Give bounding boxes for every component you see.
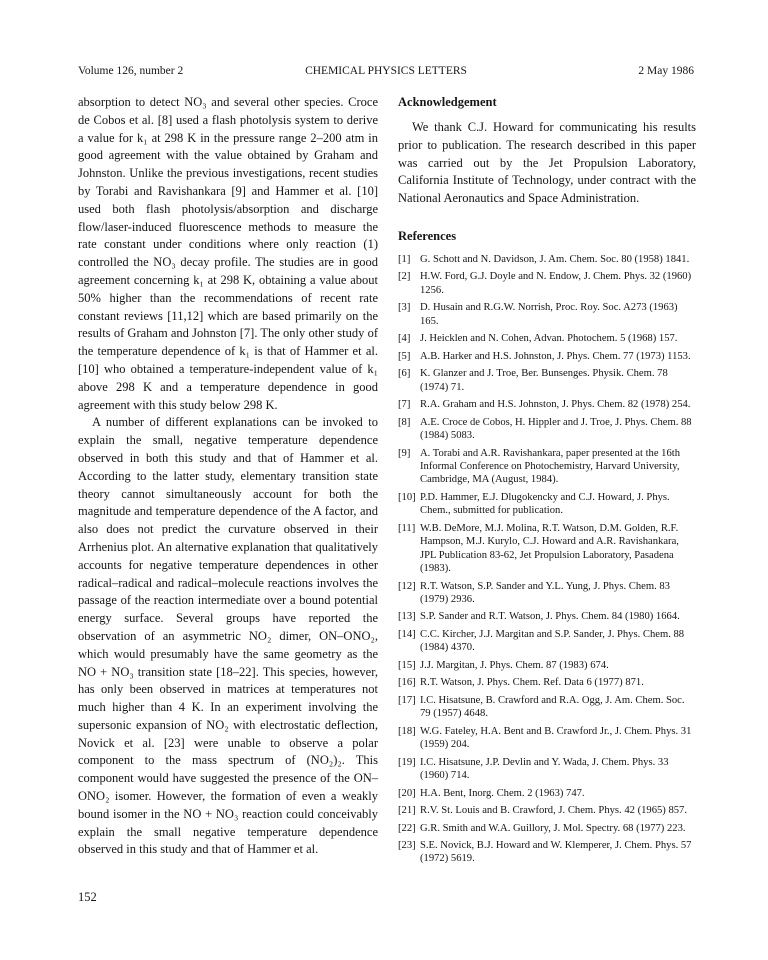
- reference-number: [12]: [398, 580, 416, 592]
- reference-item: [398, 628, 696, 655]
- reference-number: [14]: [398, 628, 416, 640]
- reference-item: [398, 822, 696, 835]
- reference-number: [17]: [398, 694, 416, 706]
- reference-text: H.A. Bent, Inorg. Chem. 2 (1963) 747.: [420, 787, 585, 799]
- reference-number: [1]: [398, 253, 411, 265]
- reference-item: [398, 676, 696, 689]
- reference-item: [398, 270, 696, 297]
- reference-number: [21]: [398, 805, 416, 817]
- reference-item: [398, 522, 696, 576]
- reference-item: [398, 756, 696, 783]
- reference-text: A.E. Croce de Cobos, H. Hippler and J. Troe, J. Phys. Chem. 88 (1984) 5083.: [420, 416, 692, 442]
- reference-item: [398, 447, 696, 487]
- reference-item: [398, 350, 696, 363]
- reference-text: I.C. Hisatsune, J.P. Devlin and Y. Wada, J. Chem. Phys. 33 (1960) 714.: [420, 756, 669, 782]
- reference-text: R.A. Graham and H.S. Johnston, J. Phys. Chem. 82 (1978) 254.: [420, 399, 691, 411]
- reference-number: [11]: [398, 522, 416, 534]
- reference-text: H.W. Ford, G.J. Doyle and N. Endow, J. Chem. Phys. 32 (1960) 1256.: [420, 271, 692, 296]
- reference-number: [4]: [398, 333, 411, 345]
- references-heading: References: [398, 228, 457, 243]
- reference-text: P.D. Hammer, E.J. Dlugokencky and C.J. Howard, J. Phys. Chem., submitted for publication.: [420, 491, 670, 517]
- reference-text: G.R. Smith and W.A. Guillory, J. Mol. Spectry. 68 (1977) 223.: [420, 822, 686, 834]
- reference-item: [398, 398, 696, 411]
- body-paragraph: absorption to detect NO₃ and several other species. Croce de Cobos et al. [8] used a flash photolysis system to derive a value for k₁ at 298 K in the pressure range 2–200 atm in good agreement with the value obtained by Graham and Johnston. Unlike the previous investigations, recent studies by Torabi and Ravishankara [9] and Hammer et al. [10] used both flash photolysis/absorption and discharge flow/laser-induced fluorescence methods to measure the rate constant under conditions where only reaction (1) controlled the NO₃ decay profile. The studies are in good agreement concerning k₁ at 298 K, obtaining a value about 50% higher than the recommendations of recent rate constant reviews [11,12] which are based primarily on the results of Graham and Johnston [7]. The only other study of the temperature dependence of k₁ is that of Hammer et al. [10] who obtained a temperature-independent value of k₁ above 298 K and a temperature dependence in good agreement with this study below 298 K.: [78, 95, 378, 412]
- reference-item: [398, 491, 696, 518]
- reference-item: [398, 839, 696, 866]
- reference-number: [13]: [398, 611, 416, 623]
- reference-item: [398, 659, 696, 672]
- reference-item: [398, 580, 696, 607]
- reference-text: S.E. Novick, B.J. Howard and W. Klemperer, J. Chem. Phys. 57 (1972) 5619.: [420, 840, 692, 865]
- reference-number: [20]: [398, 787, 416, 799]
- reference-text: A. Torabi and A.R. Ravishankara, paper presented at the 16th Informal Conference on Photochemistry, Harvard University, Cambridge, MA (August, 1984).: [420, 447, 681, 486]
- reference-item: [398, 416, 696, 443]
- page-number: 152: [78, 890, 97, 904]
- reference-number: [2]: [398, 271, 411, 283]
- reference-text: C.C. Kircher, J.J. Margitan and S.P. Sander, J. Phys. Chem. 88 (1984) 4370.: [420, 628, 685, 654]
- reference-number: [16]: [398, 677, 416, 689]
- reference-item: [398, 694, 696, 721]
- reference-item: [398, 787, 696, 800]
- reference-text: J. Heicklen and N. Cohen, Advan. Photochem. 5 (1968) 157.: [420, 333, 678, 345]
- reference-text: A.B. Harker and H.S. Johnston, J. Phys. Chem. 77 (1973) 1153.: [420, 350, 691, 362]
- reference-text: S.P. Sander and R.T. Watson, J. Phys. Chem. 84 (1980) 1664.: [420, 611, 680, 623]
- reference-item: [398, 610, 696, 623]
- reference-text: I.C. Hisatsune, B. Crawford and R.A. Ogg, J. Am. Chem. Soc. 79 (1957) 4648.: [420, 694, 685, 720]
- reference-item: [398, 301, 696, 328]
- reference-number: [9]: [398, 447, 411, 459]
- reference-text: D. Husain and R.G.W. Norrish, Proc. Roy. Soc. A273 (1963) 165.: [420, 302, 678, 327]
- journal-title: CHEMICAL PHYSICS LETTERS: [305, 65, 467, 77]
- reference-text: W.G. Fateley, H.A. Bent and B. Crawford Jr., J. Chem. Phys. 31 (1959) 204.: [420, 725, 692, 751]
- reference-text: R.V. St. Louis and B. Crawford, J. Chem. Phys. 42 (1965) 857.: [420, 805, 688, 817]
- reference-number: [22]: [398, 822, 416, 834]
- reference-text: W.B. DeMore, M.J. Molina, R.T. Watson, D.M. Golden, R.F. Hampson, M.J. Kurylo, C.J. Howard and A.R. Ravishankara, JPL Publication 83-62, Jet Propulsion Laboratory, Pasadena (1983).: [420, 522, 679, 575]
- reference-number: [8]: [398, 416, 411, 428]
- reference-number: [19]: [398, 756, 416, 768]
- reference-item: [398, 332, 696, 345]
- reference-item: [398, 804, 696, 817]
- reference-number: [5]: [398, 350, 411, 362]
- reference-number: [23]: [398, 840, 416, 852]
- reference-number: [15]: [398, 659, 416, 671]
- reference-text: K. Glanzer and J. Troe, Ber. Bunsenges. Physik. Chem. 78 (1974) 71.: [420, 368, 668, 393]
- reference-list: [398, 253, 696, 866]
- reference-number: [18]: [398, 725, 416, 737]
- reference-item: [398, 725, 696, 752]
- body-paragraph: A number of different explanations can be invoked to explain the small, negative temperature dependence observed in both this study and that of Hammer et al. According to the latter study, elementary transition state theory cannot simultaneously account for both the magnitude and temperature dependence of the A factor, and also does not predict the curvature observed in their Arrhenius plot. An alternative explanation that qualitatively accounts for negative temperature dependences in other radical–radical and radical–molecule reactions involves the passage of the reaction intermediate over a bound potential energy surface. Several groups have reported the observation of an asymmetric NO₂ dimer, ON–ONO₂, which would presumably have the same geometry as the NO + NO₃ transition state [18–22]. This species, however, has only been observed in matrices at temperatures not much higher than 4 K. In an experiment involving the supersonic expansion of NO₂ with electrostatic deflection, Novick et al. [23] were unable to observe a polar component to the mass spectrum of (NO₂)₂. This component would have suggested the presence of the ON–ONO₂ isomer. However, the formation of even a weakly bound isomer in the NO + NO₃ reaction could conceivably explain the small negative temperature dependence observed in this study and that of Hammer et al.: [78, 415, 378, 857]
- reference-text: R.T. Watson, J. Phys. Chem. Ref. Data 6 (1977) 871.: [420, 677, 644, 689]
- reference-text: G. Schott and N. Davidson, J. Am. Chem. Soc. 80 (1958) 1841.: [420, 253, 690, 265]
- reference-number: [6]: [398, 368, 411, 380]
- reference-number: [7]: [398, 399, 411, 411]
- reference-text: R.T. Watson, S.P. Sander and Y.L. Yung, J. Phys. Chem. 83 (1979) 2936.: [420, 580, 670, 605]
- issue-date: 2 May 1986: [638, 65, 694, 77]
- acknowledgement-heading: Acknowledgement: [398, 95, 497, 109]
- acknowledgement-text: We thank C.J. Howard for communicating his results prior to publication. The research described in this paper was carried out by the Jet Propulsion Laboratory, California Institute of Technology, under contract with the National Aeronautics and Space Administration.: [398, 120, 696, 206]
- volume-label: Volume 126, number 2: [78, 65, 184, 77]
- right-column: [398, 94, 696, 870]
- left-column: [78, 94, 378, 859]
- reference-text: J.J. Margitan, J. Phys. Chem. 87 (1983) 674.: [420, 659, 609, 671]
- reference-number: [3]: [398, 302, 411, 314]
- reference-item: [398, 253, 696, 266]
- reference-number: [10]: [398, 491, 416, 503]
- running-header: [78, 65, 694, 81]
- reference-item: [398, 367, 696, 394]
